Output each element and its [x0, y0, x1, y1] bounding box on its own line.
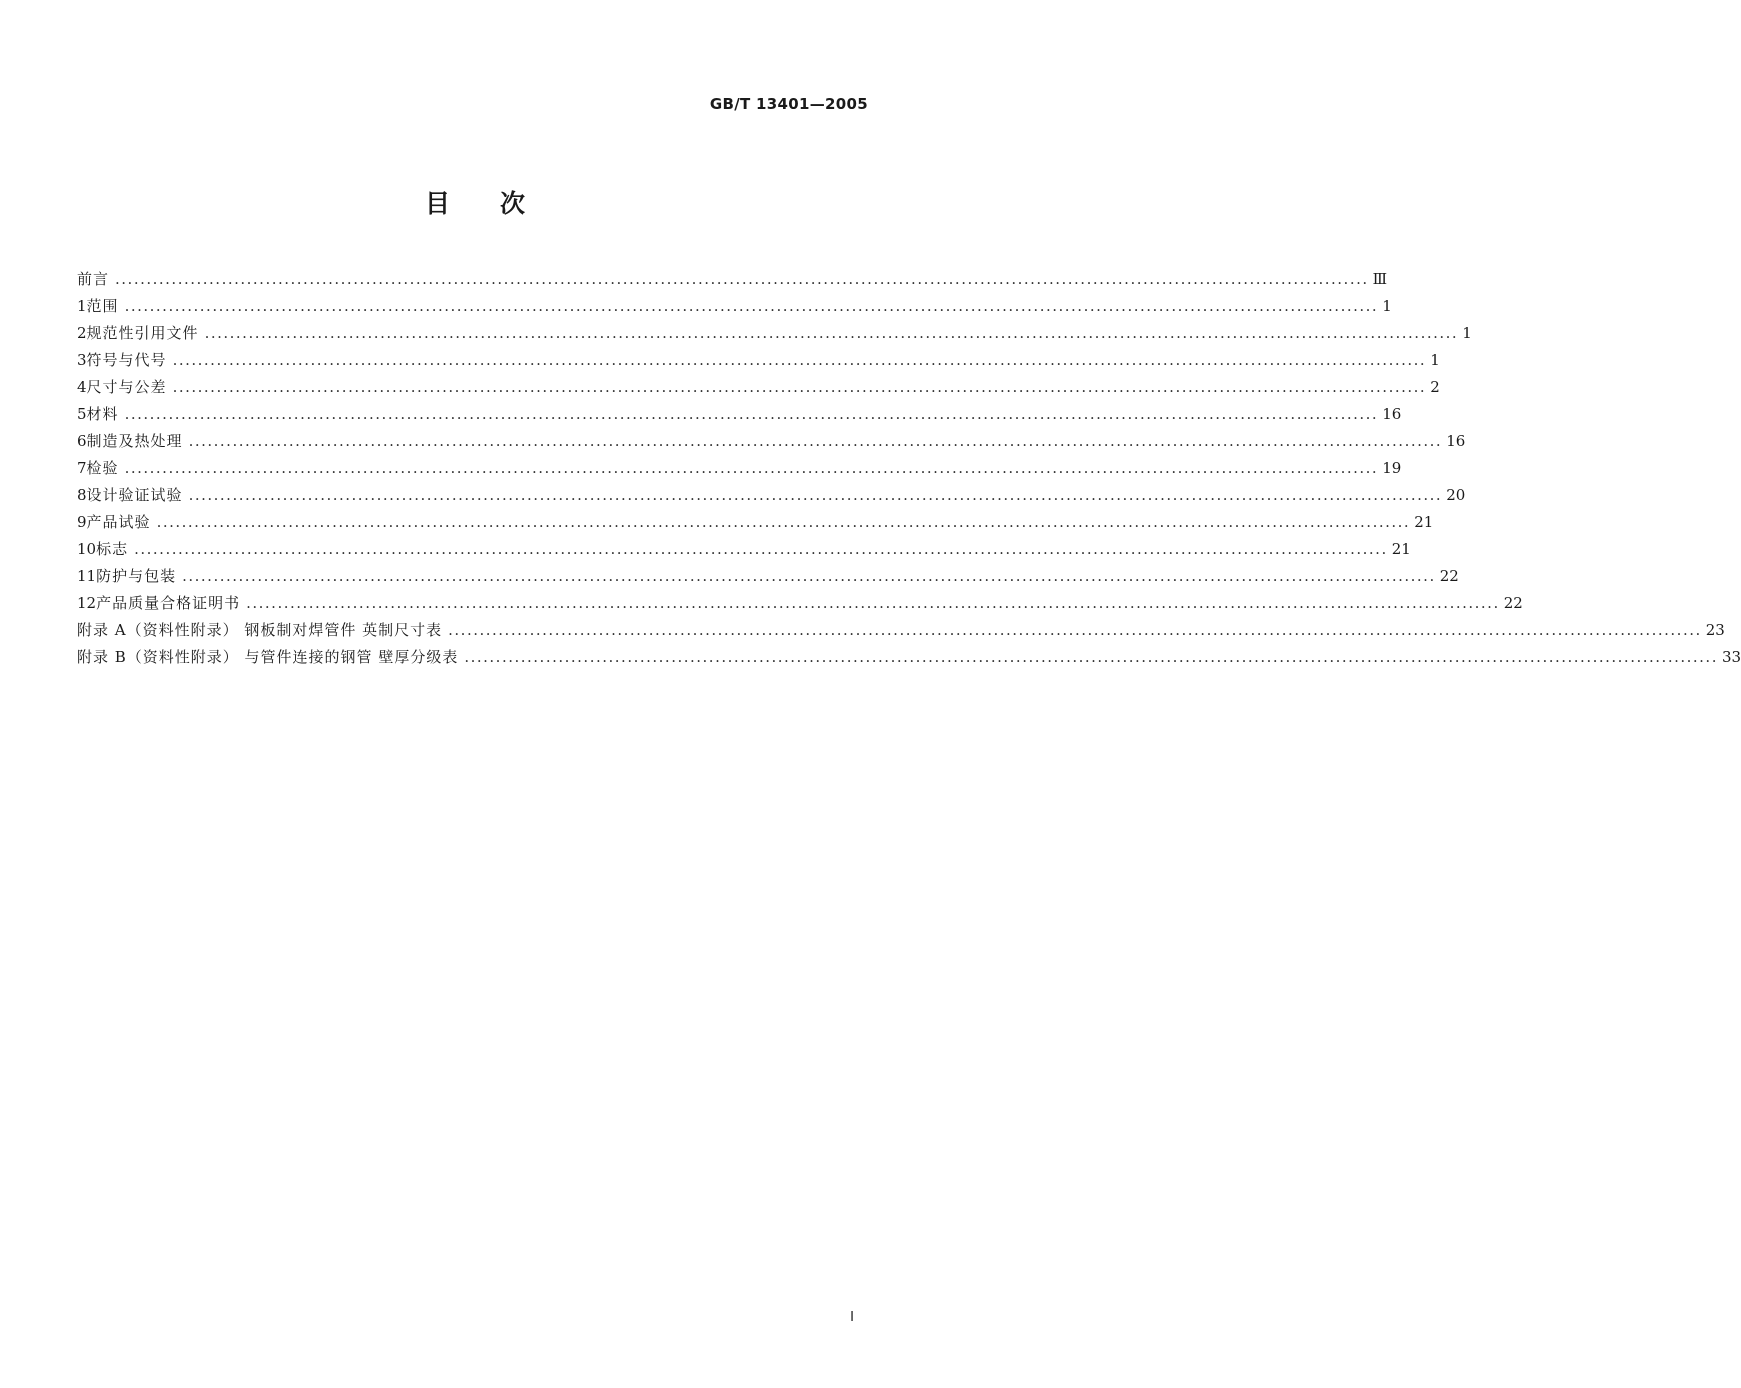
toc-entry-page: 16 [1446, 432, 1466, 450]
toc-entry-label: 设计验证试验 [86, 486, 183, 504]
toc-entry-number: 5 [77, 405, 87, 423]
toc-entry-label: 规范性引用文件 [86, 324, 199, 342]
toc-entry-page: 20 [1446, 486, 1466, 504]
toc-entry-label: 制造及热处理 [86, 432, 183, 450]
toc-entry-page: 21 [1414, 513, 1434, 531]
toc-entry-number: 11 [77, 567, 97, 585]
toc-entry-label: 范围 [86, 297, 119, 315]
toc-entry-number: 3 [77, 351, 87, 369]
toc-leader: ........................................................................................................................................................................................................ [124, 405, 1379, 423]
toc-leader: ........................................................................................................................................................................................................ [156, 513, 1411, 531]
toc-entry-number: 9 [77, 513, 87, 531]
toc-entry-label: 前言 [77, 270, 110, 288]
toc-list [77, 266, 1741, 671]
toc-entry-label: 标志 [96, 540, 129, 558]
toc-leader: ........................................................................................................................................................................................................ [448, 621, 1702, 639]
toc-entry-label: 尺寸与公差 [86, 378, 167, 396]
toc-leader: ........................................................................................................................................................................................................ [246, 594, 1500, 612]
toc-entry[interactable] [77, 293, 1392, 320]
toc-entry[interactable] [77, 617, 1725, 644]
toc-entry[interactable] [77, 563, 1459, 590]
toc-leader: ........................................................................................................................................................................................................ [188, 486, 1443, 504]
toc-entry-number: 7 [77, 459, 87, 477]
toc-entry[interactable] [77, 482, 1466, 509]
toc-title-char: 次 [500, 189, 526, 218]
toc-leader: ........................................................................................................................................................................................................ [124, 459, 1379, 477]
toc-entry[interactable] [77, 347, 1440, 374]
toc-entry-label: 材料 [86, 405, 119, 423]
toc-entry[interactable] [77, 590, 1523, 617]
toc-entry-label: 产品试验 [86, 513, 151, 531]
toc-entry-number: 4 [77, 378, 87, 396]
toc-entry-number: 6 [77, 432, 87, 450]
toc-leader: ........................................................................................................................................................................................................ [134, 540, 1388, 558]
toc-entry-number: 1 [77, 297, 87, 315]
toc-entry-label: 检验 [86, 459, 119, 477]
toc-entry-label: 附录 B（资料性附录） 与管件连接的钢管 壁厚分级表 [77, 648, 459, 666]
toc-entry[interactable] [77, 374, 1440, 401]
toc-entry-page: 21 [1391, 540, 1411, 558]
toc-entry[interactable] [77, 644, 1741, 671]
toc-entry-page: 1 [1382, 297, 1392, 315]
toc-leader: ........................................................................................................................................................................................................ [172, 378, 1427, 396]
toc-entry-page: Ⅲ [1372, 270, 1388, 288]
toc-entry-label: 附录 A（资料性附录） 钢板制对焊管件 英制尺寸表 [77, 621, 443, 639]
toc-entry-number: 10 [77, 540, 97, 558]
toc-entry[interactable] [77, 455, 1402, 482]
toc-leader: ........................................................................................................................................................................................................ [464, 648, 1718, 666]
toc-entry-label: 防护与包装 [96, 567, 177, 585]
toc-entry-number: 12 [77, 594, 97, 612]
toc-entry[interactable] [77, 536, 1411, 563]
toc-title-char: 目 [424, 189, 450, 218]
toc-entry-page: 19 [1382, 459, 1402, 477]
toc-entry[interactable] [77, 509, 1434, 536]
toc-entry[interactable] [77, 266, 1388, 293]
toc-entry[interactable] [77, 401, 1402, 428]
toc-entry[interactable] [77, 428, 1466, 455]
toc-title [0, 184, 950, 220]
toc-entry-page: 33 [1721, 648, 1741, 666]
toc-leader: ........................................................................................................................................................................................................ [188, 432, 1443, 450]
toc-leader: ........................................................................................................................................................................................................ [204, 324, 1459, 342]
toc-leader: ........................................................................................................................................................................................................ [124, 297, 1379, 315]
toc-entry-number: 8 [77, 486, 87, 504]
toc-entry-number: 2 [77, 324, 87, 342]
page-number: Ⅰ [850, 1310, 854, 1325]
standard-code: GB/T 13401—2005 [709, 95, 868, 113]
toc-leader: ........................................................................................................................................................................................................ [182, 567, 1436, 585]
toc-entry-page: 23 [1705, 621, 1725, 639]
toc-entry-page: 22 [1503, 594, 1523, 612]
toc-entry-label: 产品质量合格证明书 [96, 594, 241, 612]
toc-entry-page: 1 [1462, 324, 1472, 342]
toc-entry-page: 22 [1439, 567, 1459, 585]
toc-entry-page: 16 [1382, 405, 1402, 423]
toc-entry-page: 1 [1430, 351, 1440, 369]
toc-entry-label: 符号与代号 [86, 351, 167, 369]
toc-entry[interactable] [77, 320, 1472, 347]
toc-entry-page: 2 [1430, 378, 1440, 396]
toc-leader: ........................................................................................................................................................................................................ [172, 351, 1427, 369]
toc-leader: ........................................................................................................................................................................................................ [115, 270, 1369, 288]
